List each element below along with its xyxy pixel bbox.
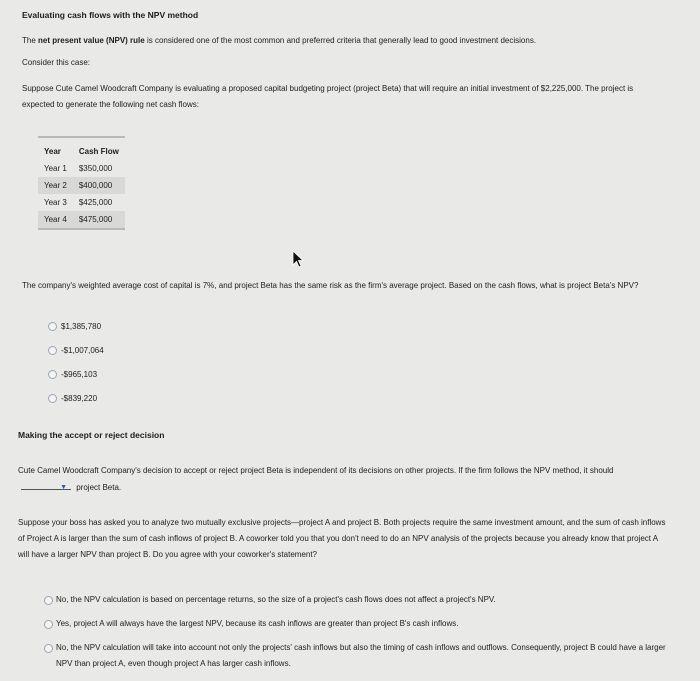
accept-post: project Beta.: [76, 483, 122, 492]
cell-cash-flow: $425,000: [78, 198, 113, 207]
answer-label: Yes, project A will always have the largest NPV, because its cash inflows are greater than project B's cash inflows.: [56, 619, 459, 628]
table-row: [38, 194, 125, 211]
intro-text: [22, 33, 536, 49]
radio-button[interactable]: [44, 620, 53, 629]
table-row: [38, 160, 125, 177]
npv-option-4[interactable]: [48, 394, 97, 403]
coworker-answer-2[interactable]: [56, 616, 666, 632]
cell-year: Year 4: [38, 211, 73, 229]
page-title: Evaluating cash flows with the NPV method: [22, 10, 199, 20]
cell-year: Year 3: [44, 198, 67, 207]
consider-text: Consider this case:: [22, 58, 91, 67]
answer-label: No, the NPV calculation will take into account not only the projects' cash inflows but also the timing of cash inflows and outflows. Consequently, project B could have a larger NPV than project A, even though project A has larger cash inflows.: [56, 643, 666, 668]
table-header-row: [38, 137, 125, 160]
npv-question: The company's weighted average cost of capital is 7%, and project Beta has the same risk as the firm's average project. Based on the cash flows, what is project Beta's NPV?: [22, 281, 639, 290]
case-text: Suppose Cute Camel Woodcraft Company is evaluating a proposed capital budgeting project (project Beta) that will require an initial investment of $2,225,000. The project is expected to generate the following net cash flows:: [22, 84, 634, 109]
npv-option-2[interactable]: [48, 346, 104, 355]
intro-post: is considered one of the most common and preferred criteria that generally lead to good investment decisions.: [144, 36, 537, 45]
accept-reject-dropdown[interactable]: [21, 479, 71, 490]
coworker-answer-1[interactable]: [56, 592, 666, 608]
cell-cash-flow: $350,000: [78, 164, 113, 173]
radio-button[interactable]: [44, 596, 53, 605]
table-row: [38, 211, 125, 229]
npv-option-3[interactable]: [48, 370, 97, 379]
cell-year: Year 2: [38, 177, 73, 194]
answer-label: No, the NPV calculation is based on percentage returns, so the size of a project's cash flows does not affect a project's NPV.: [56, 595, 496, 604]
coworker-answer-3[interactable]: [56, 640, 666, 672]
chevron-down-icon: ▼: [60, 484, 67, 491]
radio-button[interactable]: [48, 346, 57, 355]
cell-year: Year 1: [44, 164, 67, 173]
option-label: $1,385,780: [61, 322, 102, 331]
option-label: -$965,103: [61, 370, 98, 379]
header-year: Year: [44, 146, 61, 156]
accept-pre: Cute Camel Woodcraft Company's decision to accept or reject project Beta is independent of its decisions on other projects. If the firm follows the NPV method, it should: [18, 466, 614, 475]
intro-pre: The: [22, 36, 39, 45]
cell-cash-flow: $400,000: [73, 177, 125, 194]
mouse-cursor-icon: [292, 250, 306, 268]
section-title: Making the accept or reject decision: [18, 430, 165, 440]
header-cash-flow: Cash Flow: [78, 146, 119, 156]
table-row: [38, 177, 125, 194]
cash-flow-table: [38, 136, 125, 230]
option-label: -$1,007,064: [61, 346, 104, 355]
radio-button[interactable]: [48, 322, 57, 331]
option-label: -$839,220: [61, 394, 98, 403]
radio-button[interactable]: [44, 644, 53, 653]
radio-button[interactable]: [48, 394, 57, 403]
npv-option-1[interactable]: [48, 322, 101, 331]
intro-bold: net present value (NPV) rule: [38, 36, 145, 45]
cell-cash-flow: $475,000: [73, 211, 125, 229]
accept-reject-text: [18, 463, 668, 496]
coworker-question: Suppose your boss has asked you to analyze two mutually exclusive projects—project A and project B. Both projects require the same investment amount, and the sum of cash inflows of Project A is larger than the sum of cash inflows of project B. A coworker told you that you don't need to do an NPV analysis of the projects because you already know that project A will have a larger NPV than project B. Do you agree with your coworker's statement?: [18, 518, 666, 559]
radio-button[interactable]: [48, 370, 57, 379]
